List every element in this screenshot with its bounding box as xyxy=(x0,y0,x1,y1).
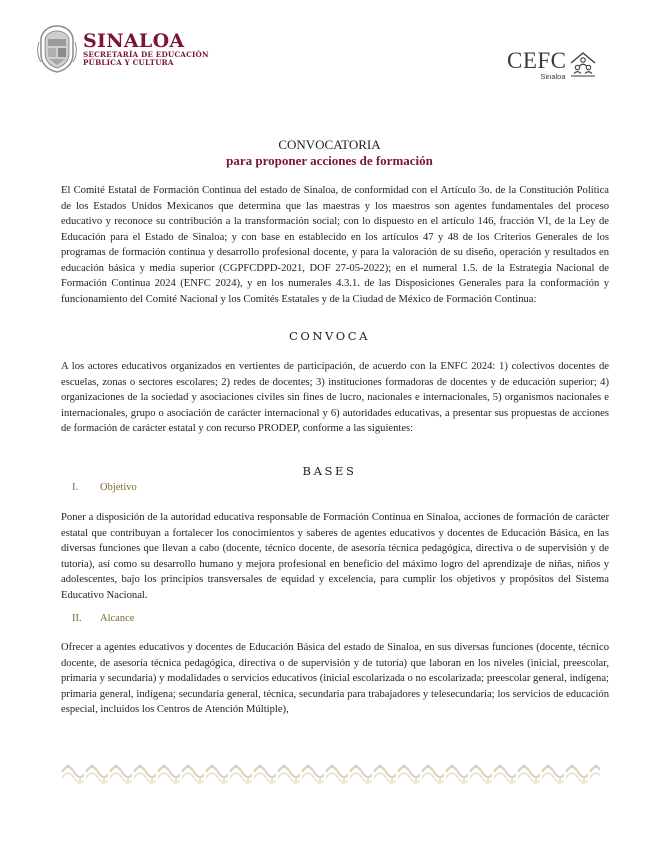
sinaloa-logo xyxy=(36,24,209,74)
brand-sub-line-2: PÚBLICA Y CULTURA xyxy=(83,58,174,67)
bases-heading: BASES xyxy=(302,464,357,478)
sinaloa-seal-icon xyxy=(36,24,78,74)
people-pyramid-icon xyxy=(569,49,597,79)
section-heading-objetivo xyxy=(72,482,137,493)
section-heading-alcance xyxy=(72,613,134,624)
section-title: Alcance xyxy=(100,613,135,624)
brand-name: SINALOA xyxy=(83,29,185,52)
convoca-heading: CONVOCA xyxy=(288,329,371,343)
cefc-logo-sub: Sinaloa xyxy=(540,72,566,81)
section-number: II. xyxy=(72,613,82,624)
brand-sub-line-1: SECRETARÍA DE EDUCACIÓN xyxy=(83,49,209,59)
page-title: CONVOCATORIA xyxy=(278,137,381,152)
footer-ornament xyxy=(60,760,600,784)
alcance-paragraph: Ofrecer a agentes educativos y docentes de Educación Básica del estado de Sinaloa, en sus diversas funciones (docente, técnico docente, de asesoría técnica pedagógica, directiva o de supervisión y de tutoría) que laboran en los niveles (inicial, preescolar, primaria y secundaria) y modalidades o servicios educativos (inicial escolarizada o no escolarizada; preescolar general, indígena; primaria general, indígena; secundaria general, técnica, secundaria para trabajadores y telesecundaria; los servicios de educación especial, incluidos los Centros de Atención Múltiple), xyxy=(61,642,609,716)
intro-paragraph: El Comité Estatal de Formación Continua del estado de Sinaloa, de conformidad con el Artículo 3o. de la Constitución Política de los Estados Unidos Mexicanos que determina que las maestras y los maestros son agentes fundamentales del proceso educativo y reconoce su contribución a la transformación social; con lo dispuesto en el artículo 146, fracción VI, de la Ley de Educación para el Estado de Sinaloa; y con base en establecido en los artículos 47 y 48 de los Criterios Generales de los programas de formación continua y desarrollo profesional docente, y para la valoración de su diseño, operación y resultados en educación básica y media superior (CGPFCDPD-2021, DOF 27-05-2022); en el numeral 1.5. de la Estrategia Nacional de Formación Continua 2024 (ENFC 2024), y en los numerales 4.3.1. de las Disposiciones Generales para la conformación y funcionamiento del Comité Nacional y los Comités Estatales y de la Ciudad de México de Formación Continua: xyxy=(61,185,609,305)
page-subtitle: para proponer acciones de formación xyxy=(226,153,433,168)
cefc-logo-text: CEFC xyxy=(507,48,567,73)
objetivo-paragraph: Poner a disposición de la autoridad educativa responsable de Formación Continua en Sinaloa, acciones de formación de carácter estatal que contribuyan a fortalecer los conocimientos y saberes de agentes educativos y docentes de Educación Básica, en las diversas funciones que llevan a cabo (docente, técnico docente, de asesoría técnica pedagógica, directiva o de supervisión y de tutoría), así como su desarrollo humano y mejora profesional en beneficio del máximo logro del aprendizaje de niñas, niños y adolescentes, bajo los principios transversales de equidad y excelencia, para cumplir los objetivos y propósitos del Sistema Educativo Nacional. xyxy=(61,512,609,601)
section-number: I. xyxy=(72,482,79,493)
cefc-logo xyxy=(507,49,597,81)
convoca-paragraph: A los actores educativos organizados en vertientes de participación, de acuerdo con la ENFC 2024: 1) colectivos docentes de escuelas, zonas o sectores escolares; 2) redes de docentes; 3) instituciones formadoras de docentes y de educación superior; 4) organizaciones de la sociedad y asociaciones civiles sin fines de lucro, nacionales e internacionales, 5) organismos nacionales e internacionales, grupo o asociación de carácter internacional y 6) autoridades educativas, a presentar sus propuestas de acciones de formación de carácter estatal y con recurso PRODEP, conforme a las siguientes: xyxy=(61,361,609,435)
section-title: Objetivo xyxy=(100,482,137,493)
